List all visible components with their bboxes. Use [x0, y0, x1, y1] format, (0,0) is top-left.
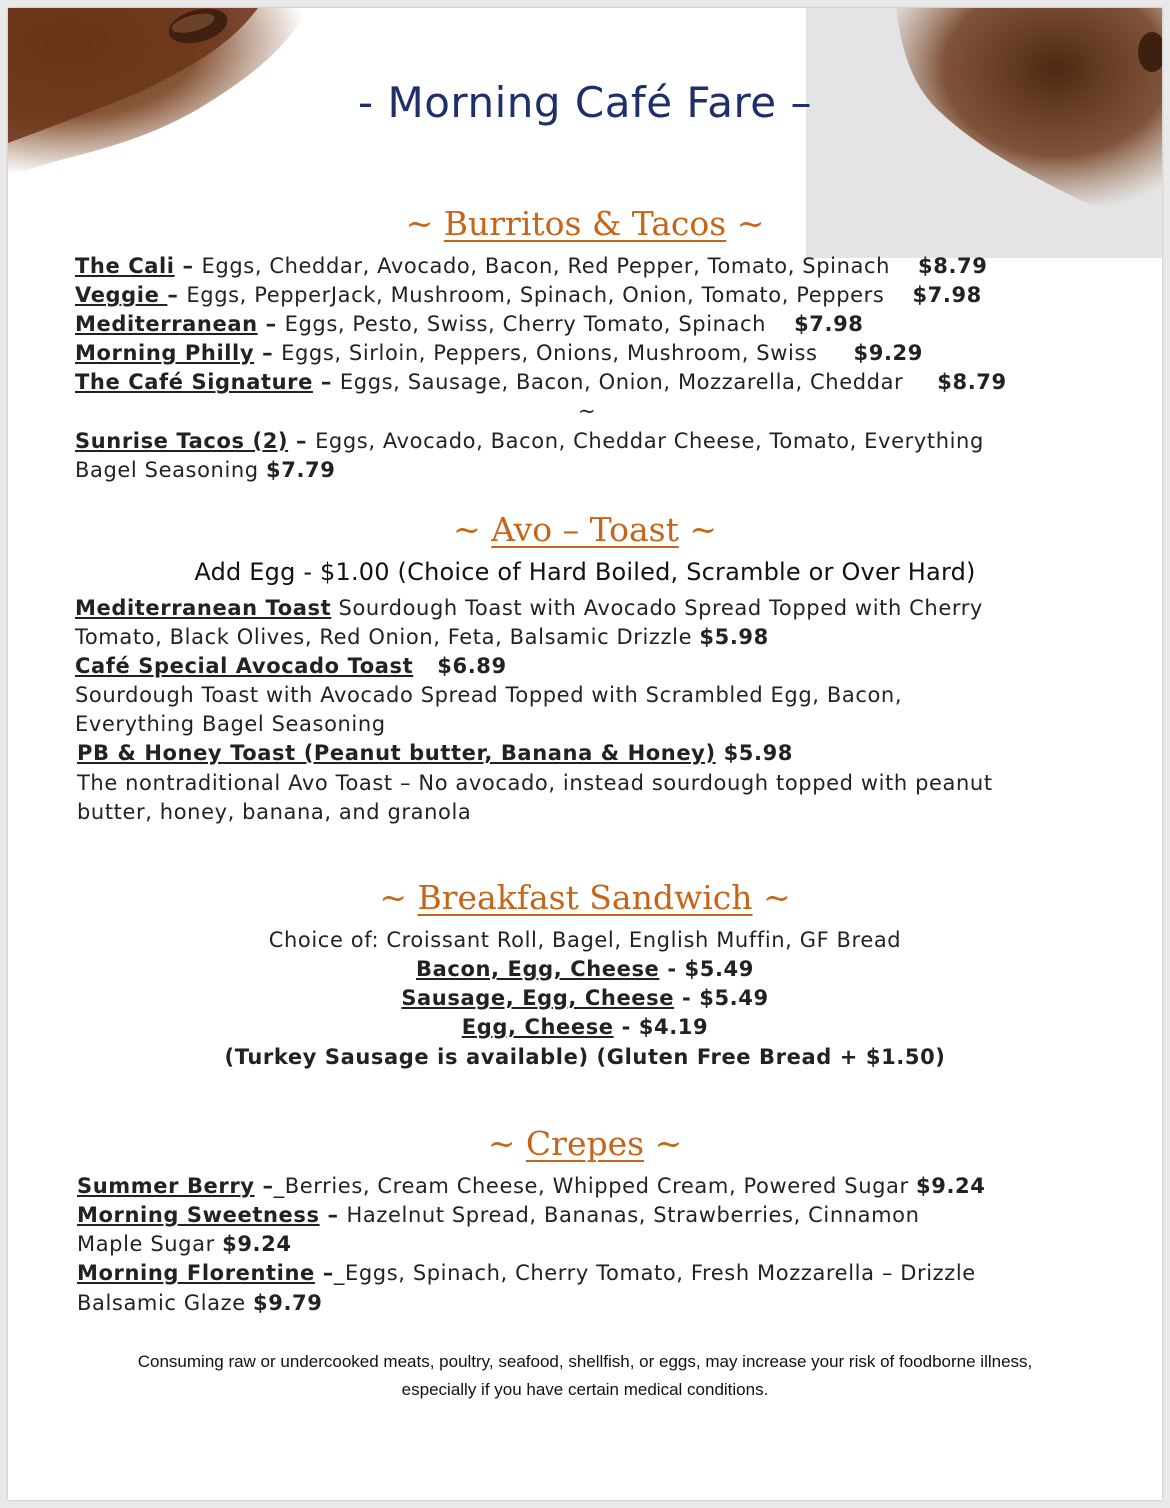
bread-choice: Choice of: Croissant Roll, Bagel, English Muffin, GF Bread [268, 928, 902, 952]
menu-item-desc: Bagel Seasoning $7.79 [75, 458, 336, 482]
menu-item-desc: Everything Bagel Seasoning [75, 712, 386, 736]
menu-item-desc: Sourdough Toast with Avocado Spread Topped with Scrambled Egg, Bacon, [75, 683, 903, 707]
menu-item: Bacon, Egg, Cheese - $5.49 [416, 957, 754, 981]
disclaimer-line: especially if you have certain medical conditions. [401, 1380, 769, 1399]
sandwich-note: (Turkey Sausage is available) (Gluten Free Bread + $1.50) [224, 1045, 946, 1069]
menu-item: Veggie – Eggs, PepperJack, Mushroom, Spinach, Onion, Tomato, Peppers $7.98 [75, 283, 982, 307]
menu-item: Sunrise Tacos (2) – Eggs, Avocado, Bacon, Cheddar Cheese, Tomato, Everything [75, 429, 984, 453]
section-heading-avo-toast: ~ Avo – Toast ~ [453, 510, 717, 549]
menu-item: Sausage, Egg, Cheese - $5.49 [401, 986, 769, 1010]
add-egg-note: Add Egg - $1.00 (Choice of Hard Boiled, Scramble or Over Hard) [194, 558, 976, 586]
menu-item: Summer Berry –_Berries, Cream Cheese, Whipped Cream, Powered Sugar $9.24 [77, 1174, 986, 1198]
section-heading-burritos: ~ Burritos & Tacos ~ [405, 204, 765, 243]
menu-item: Café Special Avocado Toast $6.89 [75, 654, 507, 678]
menu-item: Mediterranean Toast Sourdough Toast with Avocado Spread Topped with Cherry [75, 596, 983, 620]
menu-item: Morning Philly – Eggs, Sirloin, Peppers, Onions, Mushroom, Swiss $9.29 [75, 341, 923, 365]
menu-item: The Café Signature – Eggs, Sausage, Bacon, Onion, Mozzarella, Cheddar $8.79 [75, 370, 1007, 394]
page-title: - Morning Café Fare – [357, 78, 812, 127]
menu-item: The Cali – Eggs, Cheddar, Avocado, Bacon, Red Pepper, Tomato, Spinach $8.79 [75, 254, 988, 278]
divider-tilde: ~ [578, 399, 597, 423]
menu-item-desc: Balsamic Glaze $9.79 [77, 1291, 323, 1315]
menu-item: Morning Sweetness – Hazelnut Spread, Bananas, Strawberries, Cinnamon [77, 1203, 920, 1227]
menu-item: PB & Honey Toast (Peanut butter, Banana & Honey) $5.98 [77, 741, 794, 765]
menu-item-desc: Maple Sugar $9.24 [77, 1232, 292, 1256]
menu-item-desc: The nontraditional Avo Toast – No avocado, instead sourdough topped with peanut [77, 771, 993, 795]
menu-page [8, 8, 1162, 1500]
section-heading-breakfast-sandwich: ~ Breakfast Sandwich ~ [379, 878, 791, 917]
health-disclaimer [8, 1348, 1162, 1404]
disclaimer-line: Consuming raw or undercooked meats, poultry, seafood, shellfish, or eggs, may increase your risk of foodborne illness, [137, 1352, 1033, 1371]
section-heading-crepes: ~ Crepes ~ [487, 1124, 683, 1163]
menu-item: Mediterranean – Eggs, Pesto, Swiss, Cherry Tomato, Spinach $7.98 [75, 312, 864, 336]
menu-item-desc: butter, honey, banana, and granola [77, 800, 472, 824]
menu-item: Morning Florentine –_Eggs, Spinach, Cherry Tomato, Fresh Mozzarella – Drizzle [77, 1261, 976, 1285]
menu-item: Egg, Cheese - $4.19 [461, 1015, 709, 1039]
menu-item-desc: Tomato, Black Olives, Red Onion, Feta, Balsamic Drizzle $5.98 [75, 625, 769, 649]
